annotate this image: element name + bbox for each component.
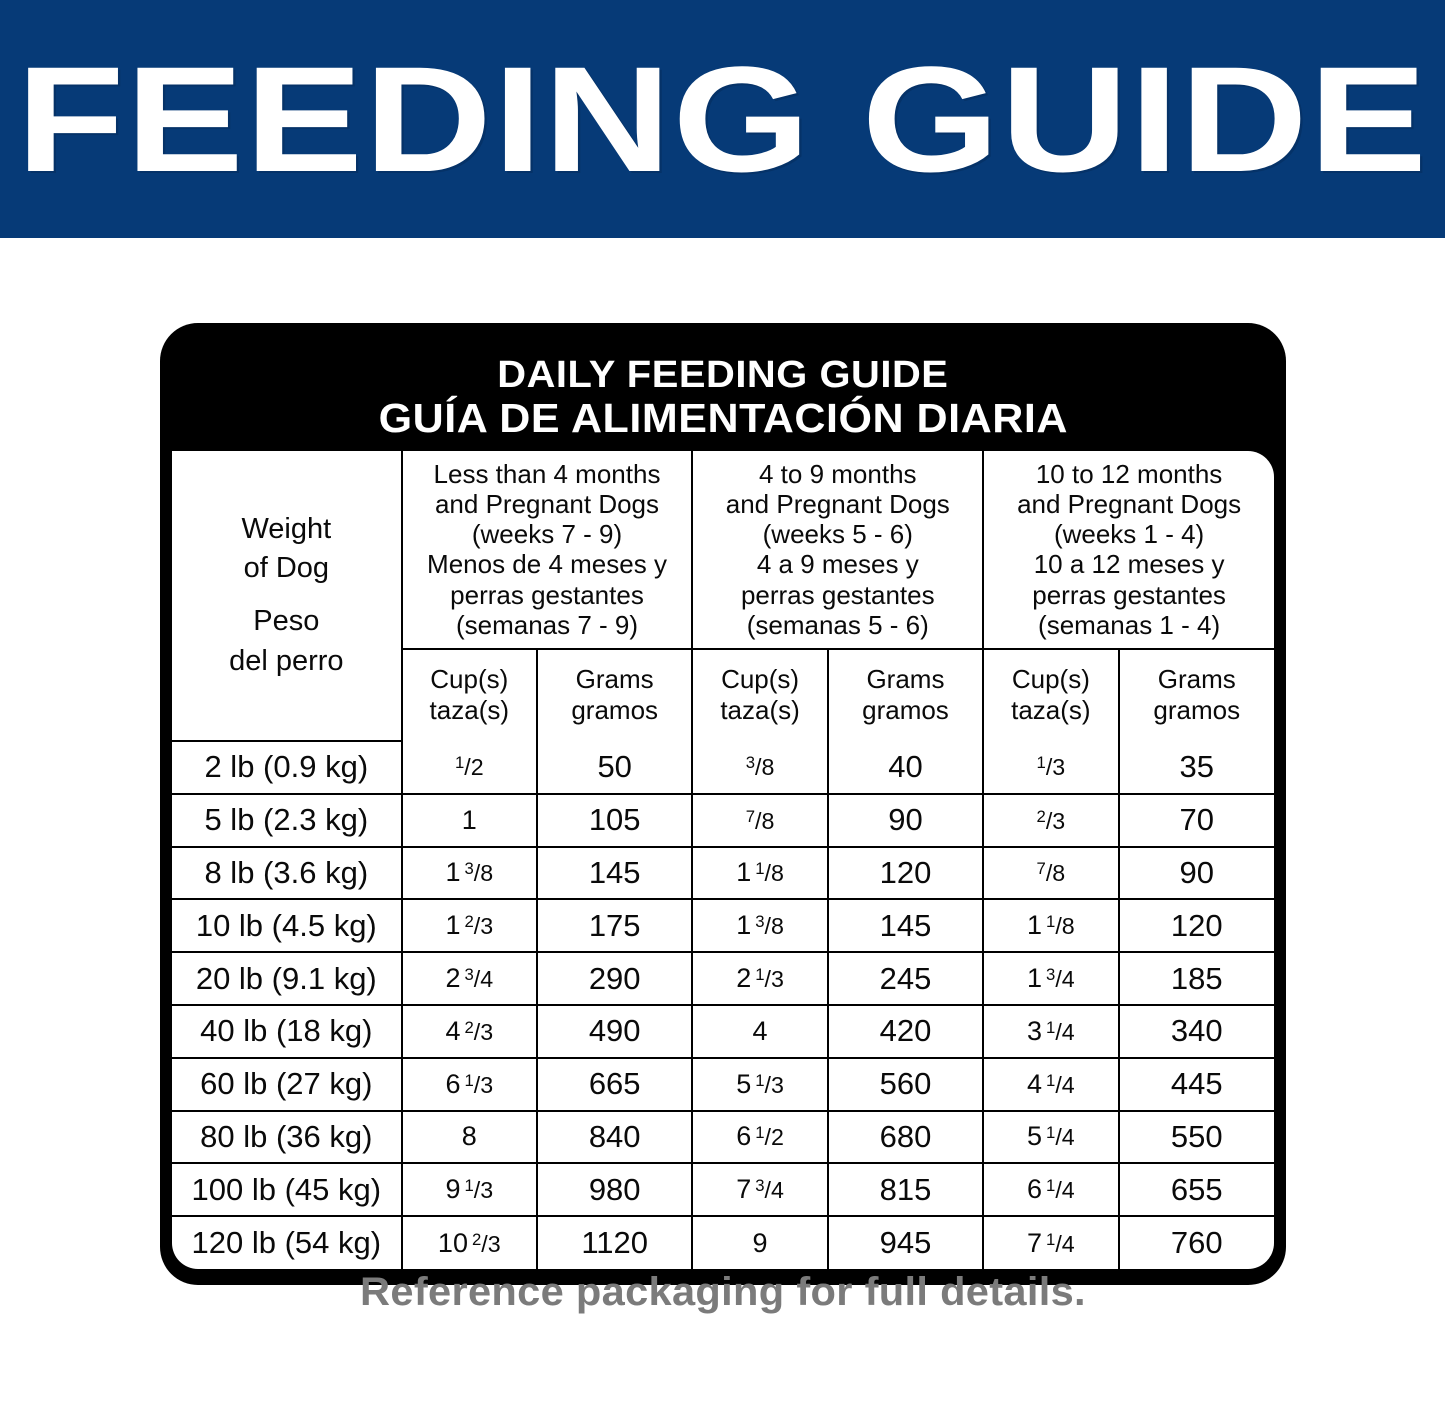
- cell-g3-grams: 550: [1119, 1111, 1274, 1164]
- unit-header-cup-3: [983, 649, 1118, 741]
- cell-g1-grams: 1120: [537, 1216, 692, 1269]
- card-title-es: GUÍA DE ALIMENTACIÓN DIARIA: [378, 395, 1068, 442]
- cell-g3-cups: 4 $^1$/4: [983, 1058, 1118, 1111]
- cell-g3-cups: 6 $^1$/4: [983, 1163, 1118, 1216]
- cup-label-es-1: taza(s): [429, 695, 510, 726]
- cell-g3-grams: 90: [1119, 847, 1274, 900]
- table-row: [172, 1005, 1274, 1058]
- table-row: [172, 899, 1274, 952]
- group3-en-line2: and Pregnant Dogs: [1017, 489, 1242, 520]
- group3-es-line3: (semanas 1 - 4): [1038, 609, 1221, 640]
- table-row: [172, 1111, 1274, 1164]
- cell-g1-cups: 10 $^2$/3: [402, 1216, 537, 1269]
- feeding-table-section: [0, 238, 1445, 1261]
- group-header-row: [172, 451, 1274, 649]
- cell-weight: 40 lb (18 kg): [172, 1005, 402, 1058]
- grams-label-en-1: Grams: [575, 663, 654, 694]
- group2-en-line3: (weeks 5 - 6): [762, 519, 913, 550]
- cell-g1-cups: 2 $^3$/4: [402, 952, 537, 1005]
- cell-g2-cups: 5 $^1$/3: [692, 1058, 827, 1111]
- cell-g1-cups: 6 $^1$/3: [402, 1058, 537, 1111]
- cell-g2-grams: 945: [828, 1216, 983, 1269]
- cell-weight: 5 lb (2.3 kg): [172, 794, 402, 847]
- group1-en-line1: Less than 4 months: [433, 459, 661, 489]
- cell-g2-cups: 7 $^3$/4: [692, 1163, 827, 1216]
- cell-g2-grams: 145: [828, 899, 983, 952]
- cell-g1-grams: 105: [537, 794, 692, 847]
- page-title: FEEDING GUIDE: [16, 35, 1429, 203]
- cell-g2-grams: 680: [828, 1111, 983, 1164]
- cell-g3-cups: $^2$/3: [983, 794, 1118, 847]
- table-row: [172, 741, 1274, 794]
- cell-g3-grams: 760: [1119, 1216, 1274, 1269]
- cell-g1-grams: 50: [537, 741, 692, 794]
- cell-g2-cups: 1 $^3$/8: [692, 899, 827, 952]
- group-header-3: [983, 451, 1274, 649]
- feeding-guide-card: [160, 323, 1286, 1285]
- cell-g1-grams: 145: [537, 847, 692, 900]
- group1-en-line2: and Pregnant Dogs: [434, 489, 660, 520]
- table-row: [172, 952, 1274, 1005]
- cell-g3-cups: $^1$/3: [983, 741, 1118, 794]
- grams-label-es-3: gramos: [1153, 695, 1241, 726]
- cell-weight: 2 lb (0.9 kg): [172, 741, 402, 794]
- table-row: [172, 847, 1274, 900]
- table-body: [172, 741, 1274, 1269]
- cell-weight: 120 lb (54 kg): [172, 1216, 402, 1269]
- unit-header-grams-3: [1119, 649, 1274, 741]
- cell-g1-cups: 9 $^1$/3: [402, 1163, 537, 1216]
- table-row: [172, 794, 1274, 847]
- table-row: [172, 1163, 1274, 1216]
- cell-g1-grams: 665: [537, 1058, 692, 1111]
- cell-g3-cups: $^7$/8: [983, 847, 1118, 900]
- cell-g1-cups: 4 $^2$/3: [402, 1005, 537, 1058]
- unit-header-grams-2: [828, 649, 983, 741]
- group2-es-line1: 4 a 9 meses y: [756, 549, 919, 580]
- cell-g2-grams: 40: [828, 741, 983, 794]
- cell-weight: 20 lb (9.1 kg): [172, 952, 402, 1005]
- group1-en-line3: (weeks 7 - 9): [471, 519, 623, 550]
- group1-es-line2: perras gestantes: [450, 579, 644, 610]
- cell-g2-grams: 420: [828, 1005, 983, 1058]
- group2-en-line1: 4 to 9 months: [759, 459, 917, 489]
- cell-g3-grams: 655: [1119, 1163, 1274, 1216]
- cell-weight: 8 lb (3.6 kg): [172, 847, 402, 900]
- unit-header-cup-1: [402, 649, 537, 741]
- cell-g2-cups: 4: [692, 1005, 827, 1058]
- weight-header-spacer: [172, 588, 401, 602]
- cell-g1-grams: 490: [537, 1005, 692, 1058]
- cell-weight: 100 lb (45 kg): [172, 1163, 402, 1216]
- group2-en-line2: and Pregnant Dogs: [725, 489, 950, 520]
- grams-label-en-2: Grams: [866, 663, 945, 694]
- cell-weight: 10 lb (4.5 kg): [172, 899, 402, 952]
- table-row: [172, 1058, 1274, 1111]
- unit-header-grams-1: [537, 649, 692, 741]
- group1-es-line3: (semanas 7 - 9): [455, 609, 639, 640]
- cell-g2-grams: 245: [828, 952, 983, 1005]
- footer-note: Reference packaging for full details.: [359, 1270, 1086, 1314]
- group-header-1: [402, 451, 693, 649]
- card-header: [160, 323, 1286, 451]
- cell-g1-grams: 840: [537, 1111, 692, 1164]
- cell-g2-cups: $^7$/8: [692, 794, 827, 847]
- cup-label-es-3: taza(s): [1011, 695, 1091, 726]
- cell-g3-cups: 3 $^1$/4: [983, 1005, 1118, 1058]
- table-surface: [172, 451, 1274, 1269]
- page-banner: [0, 0, 1445, 238]
- group3-en-line1: 10 to 12 months: [1035, 459, 1223, 489]
- weight-of-dog-header: [172, 451, 402, 741]
- cell-g2-cups: $^3$/8: [692, 741, 827, 794]
- group3-es-line2: perras gestantes: [1032, 579, 1226, 610]
- weight-header-line1: Weight: [241, 513, 332, 546]
- cell-g2-cups: 2 $^1$/3: [692, 952, 827, 1005]
- cell-g2-grams: 120: [828, 847, 983, 900]
- cell-g3-grams: 35: [1119, 741, 1274, 794]
- cup-label-en-3: Cup(s): [1011, 663, 1090, 694]
- cell-g2-cups: 9: [692, 1216, 827, 1269]
- cell-g3-cups: 1 $^3$/4: [983, 952, 1118, 1005]
- grams-label-es-1: gramos: [571, 695, 659, 726]
- cell-g3-cups: 7 $^1$/4: [983, 1216, 1118, 1269]
- cell-g2-grams: 815: [828, 1163, 983, 1216]
- table-row: [172, 1216, 1274, 1269]
- cell-g2-cups: 6 $^1$/2: [692, 1111, 827, 1164]
- cup-label-es-2: taza(s): [720, 695, 800, 726]
- grams-label-es-2: gramos: [862, 695, 949, 726]
- cell-weight: 80 lb (36 kg): [172, 1111, 402, 1164]
- cell-g1-grams: 175: [537, 899, 692, 952]
- cell-g3-grams: 340: [1119, 1005, 1274, 1058]
- cell-g1-cups: 1 $^3$/8: [402, 847, 537, 900]
- weight-header-line3: Peso: [253, 605, 320, 638]
- group2-es-line3: (semanas 5 - 6): [746, 609, 929, 640]
- cell-g2-grams: 90: [828, 794, 983, 847]
- weight-header-line2: of Dog: [243, 552, 330, 585]
- group3-en-line3: (weeks 1 - 4): [1053, 519, 1205, 550]
- unit-header-cup-2: [692, 649, 827, 741]
- group2-es-line2: perras gestantes: [740, 579, 935, 610]
- cell-g3-grams: 185: [1119, 952, 1274, 1005]
- group-header-2: [692, 451, 983, 649]
- group3-es-line1: 10 a 12 meses y: [1033, 549, 1225, 580]
- cell-g2-grams: 560: [828, 1058, 983, 1111]
- cell-g3-grams: 70: [1119, 794, 1274, 847]
- cup-label-en-1: Cup(s): [430, 663, 509, 694]
- cell-g3-grams: 445: [1119, 1058, 1274, 1111]
- card-title-en: DAILY FEEDING GUIDE: [497, 353, 949, 396]
- cell-g1-cups: 1: [402, 794, 537, 847]
- cell-g3-cups: 1 $^1$/8: [983, 899, 1118, 952]
- cup-label-en-2: Cup(s): [721, 663, 800, 694]
- daily-feeding-table: [172, 451, 1274, 1269]
- cell-g3-cups: 5 $^1$/4: [983, 1111, 1118, 1164]
- cell-g1-cups: 8: [402, 1111, 537, 1164]
- cell-g3-grams: 120: [1119, 899, 1274, 952]
- group1-es-line1: Menos de 4 meses y: [427, 549, 667, 580]
- weight-header-line4: del perro: [229, 644, 344, 677]
- cell-g2-cups: 1 $^1$/8: [692, 847, 827, 900]
- cell-g1-grams: 290: [537, 952, 692, 1005]
- cell-weight: 60 lb (27 kg): [172, 1058, 402, 1111]
- cell-g1-cups: $^1$/2: [402, 741, 537, 794]
- cell-g1-grams: 980: [537, 1163, 692, 1216]
- grams-label-en-3: Grams: [1157, 663, 1236, 694]
- cell-g1-cups: 1 $^2$/3: [402, 899, 537, 952]
